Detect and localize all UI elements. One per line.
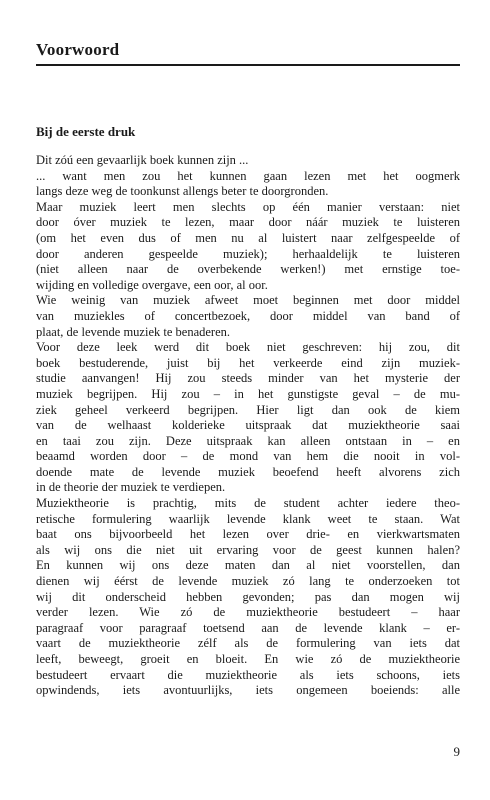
text-line: en taai zou zijn. Deze uitspraak kan alleen ontstaan in – en [36,433,460,448]
text-line: door óver muziek te lezen, maar door náár muziek te luisteren [36,215,460,230]
section-heading: Bij de eerste druk [36,124,136,139]
title-rule [36,64,460,66]
text-line: als wij ons die niet uit ervaring voor de geest kunnen halen? [36,542,460,557]
text-line: Maar muziek leert men slechts op één manier verstaan: niet [36,199,460,214]
text-line: verder lezen. Wie zó de muziektheorie bestudeert – haar [36,605,460,620]
text-line: doende mate de levende muziek beoefend heeft alvorens zich [36,464,460,479]
text-line: wij dit onderscheid hebben gevonden; pas dan mogen wij [36,589,460,604]
text-line: leeft, beweegt, groeit en bloeit. En wie zó de muziektheorie [36,652,460,666]
text-line: boek bestuderende, juist bij het verkeerde eind zijn muziek- [36,355,460,370]
chapter-title: Voorwoord [36,40,120,59]
text-line: plaat, de levende muziek te benaderen. [36,324,231,339]
page-number: 9 [453,744,460,759]
text-line: Wie weinig van muziek afweet moet beginnen met door middel [36,293,460,308]
text-line: baat ons bijvoorbeeld het lezen over drie- en vierkwartsmaten [36,527,460,542]
text-line: paragraaf voor paragraaf toetsend aan de levende klank – er- [36,620,460,635]
text-line: van de welhaast kolderieke uitspraak dat muziektheorie saai [36,418,460,433]
text-line: vaart de muziektheorie zélf als de formulering van iets dat [36,636,460,651]
text-line: studie aanvangen! Hij zou steeds minder van het mysterie der [36,371,460,386]
text-line: muziek begrijpen. Hij zou – in het gunstigste geval – de mu- [36,386,460,401]
text-line: Voor deze leek werd dit boek niet geschreven: hij zou, dit [36,340,460,355]
body-text [36,153,460,699]
text-line: ... want men zou het kunnen gaan lezen met het oogmerk [36,168,460,183]
text-line: En kunnen wij ons deze maten dan al niet voorstellen, dan [36,558,460,573]
text-line: Dit zóú een gevaarlijk boek kunnen zijn ... [36,153,249,167]
text-line: opwindends, iets avontuurlijks, iets ongemeen boeiends: alle [36,683,460,698]
text-line: (niet alleen naar de overbekende werken!) met ernstige toe- [36,262,460,277]
text-line: bestudeert ervaart die muziektheorie als iets schoons, iets [36,667,460,682]
text-line: door anderen gespeelde muziek); herhaaldelijk te luisteren [36,246,460,261]
text-line: ziek geheel verkeerd begrijpen. Hier ligt dan ook de kiem [36,402,460,417]
text-line: beaamd worden door – de mond van hem die nooit in vol- [36,449,460,464]
text-line: in de theorie der muziek te verdiepen. [36,480,226,495]
text-line: retische formulering waarlijk levende klank weet te staan. Wat [36,511,460,526]
text-line: dienen wij éérst de levende muziek zó lang te onderzoeken tot [36,574,460,589]
text-line: van muziekles of concertbezoek, door middel van band of [36,308,460,323]
text-line: langs deze weg de toonkunst allengs beter te doorgronden. [36,184,329,199]
text-line: (om het even dus of men nu al luistert naar zelfgespeelde of [36,230,460,245]
text-line: wijding en volledige overgave, een oor, al oor. [36,277,268,292]
text-line: Muziektheorie is prachtig, mits de student achter iedere theo- [36,496,460,511]
